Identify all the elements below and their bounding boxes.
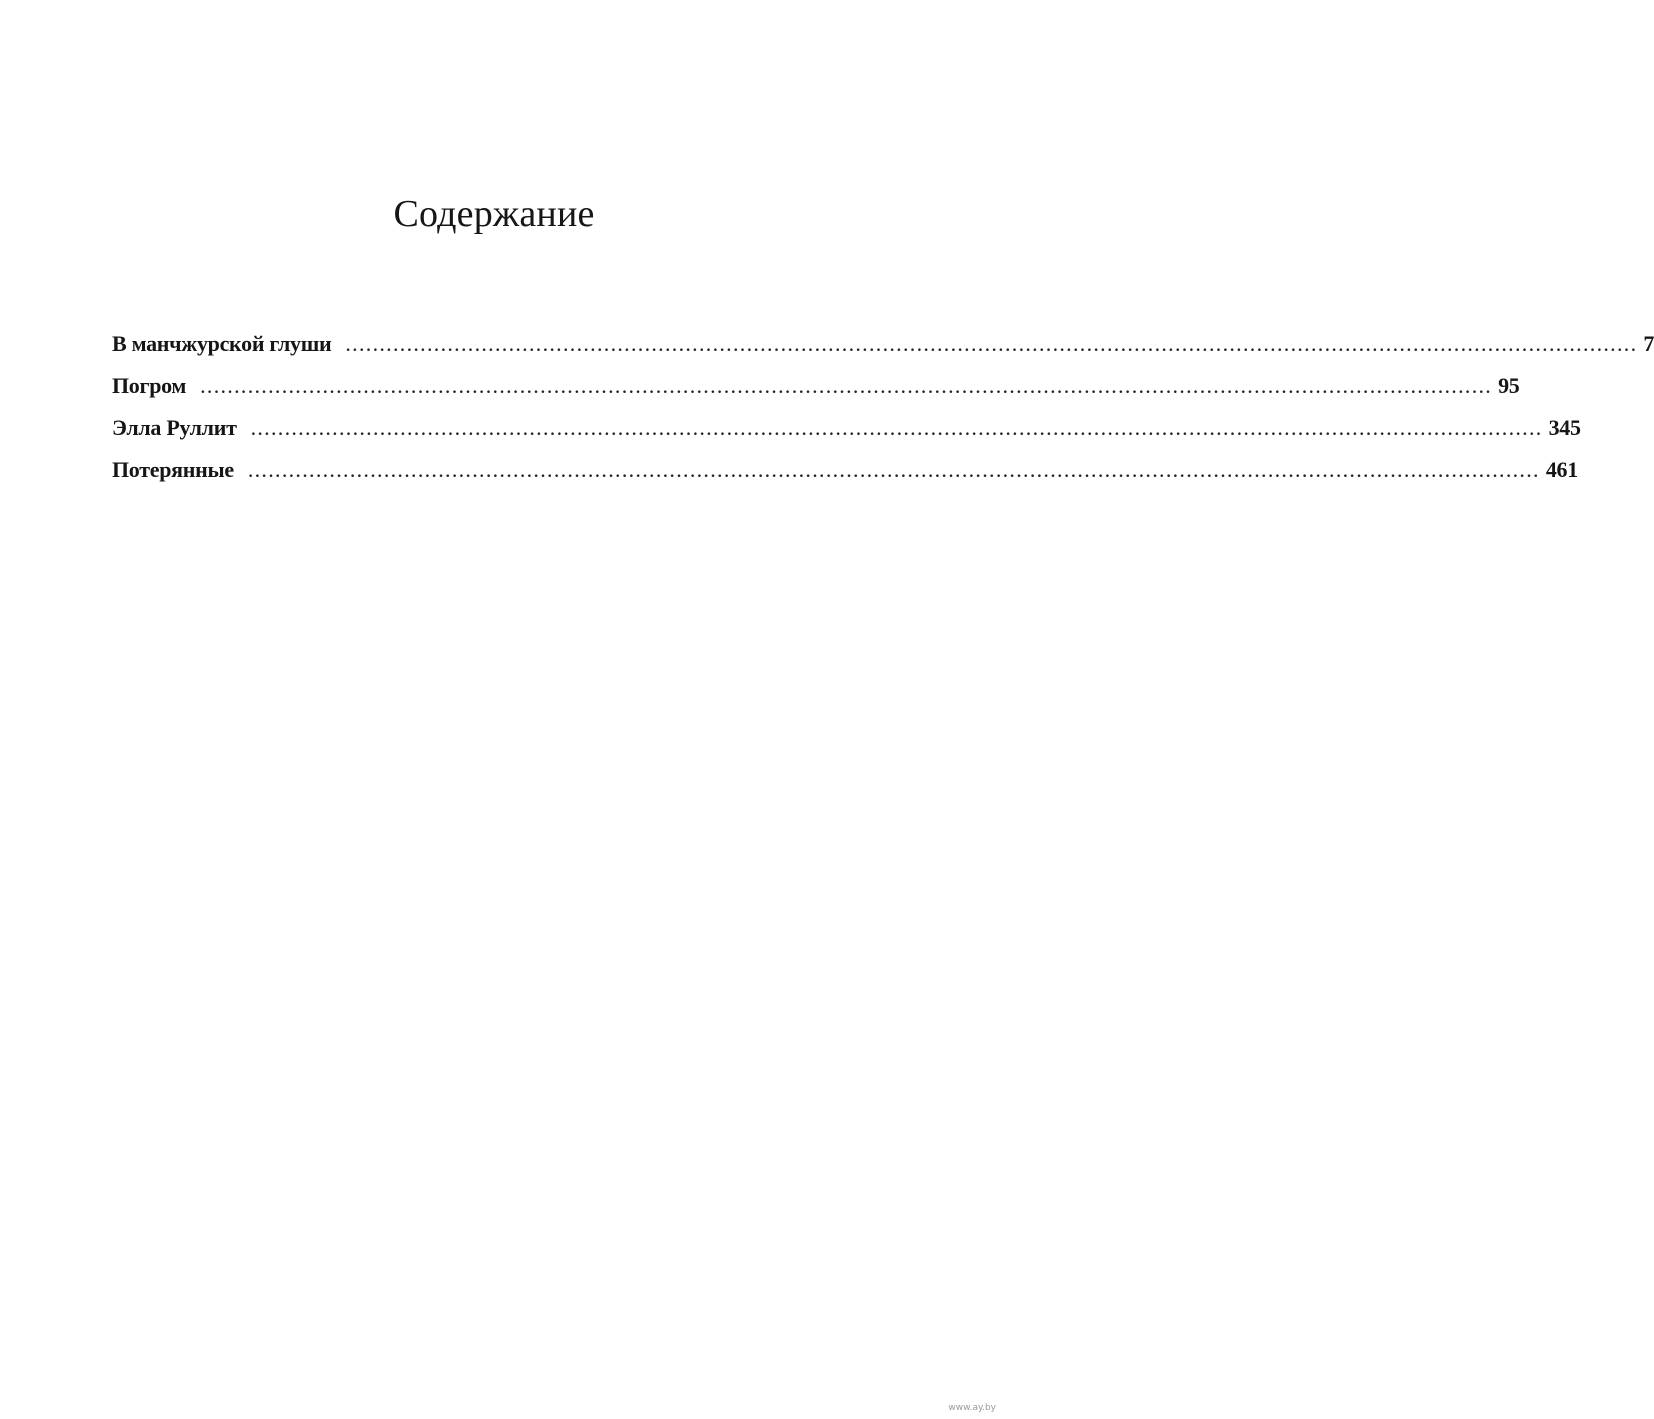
toc-entry-page: 345: [1548, 415, 1581, 440]
toc-dot-leader: ..............................................................................................................................................................................................: [247, 457, 1540, 482]
toc-entry[interactable]: [112, 407, 1581, 449]
toc-dot-leader: ..............................................................................................................................................................................................: [250, 415, 1543, 440]
table-of-contents: [112, 323, 1654, 491]
toc-entry[interactable]: [112, 365, 1520, 407]
toc-entry-title: Элла Руллит: [112, 415, 237, 440]
toc-dot-leader: ..............................................................................................................................................................................................: [345, 331, 1638, 356]
watermark: www.ay.by: [948, 1403, 996, 1413]
page-title: Содержание: [393, 193, 595, 235]
toc-entry-page: 95: [1498, 373, 1520, 398]
toc-entry-page: 461: [1545, 457, 1578, 482]
toc-entry-title: В манчжурской глуши: [112, 331, 332, 356]
toc-entry[interactable]: [112, 323, 1654, 365]
toc-entry-title: Потерянные: [112, 457, 234, 482]
toc-entry-page: 7: [1643, 331, 1654, 356]
toc-entry-title: Погром: [112, 373, 187, 398]
toc-dot-leader: ..............................................................................................................................................................................................: [200, 373, 1493, 398]
toc-entry[interactable]: [112, 449, 1578, 491]
